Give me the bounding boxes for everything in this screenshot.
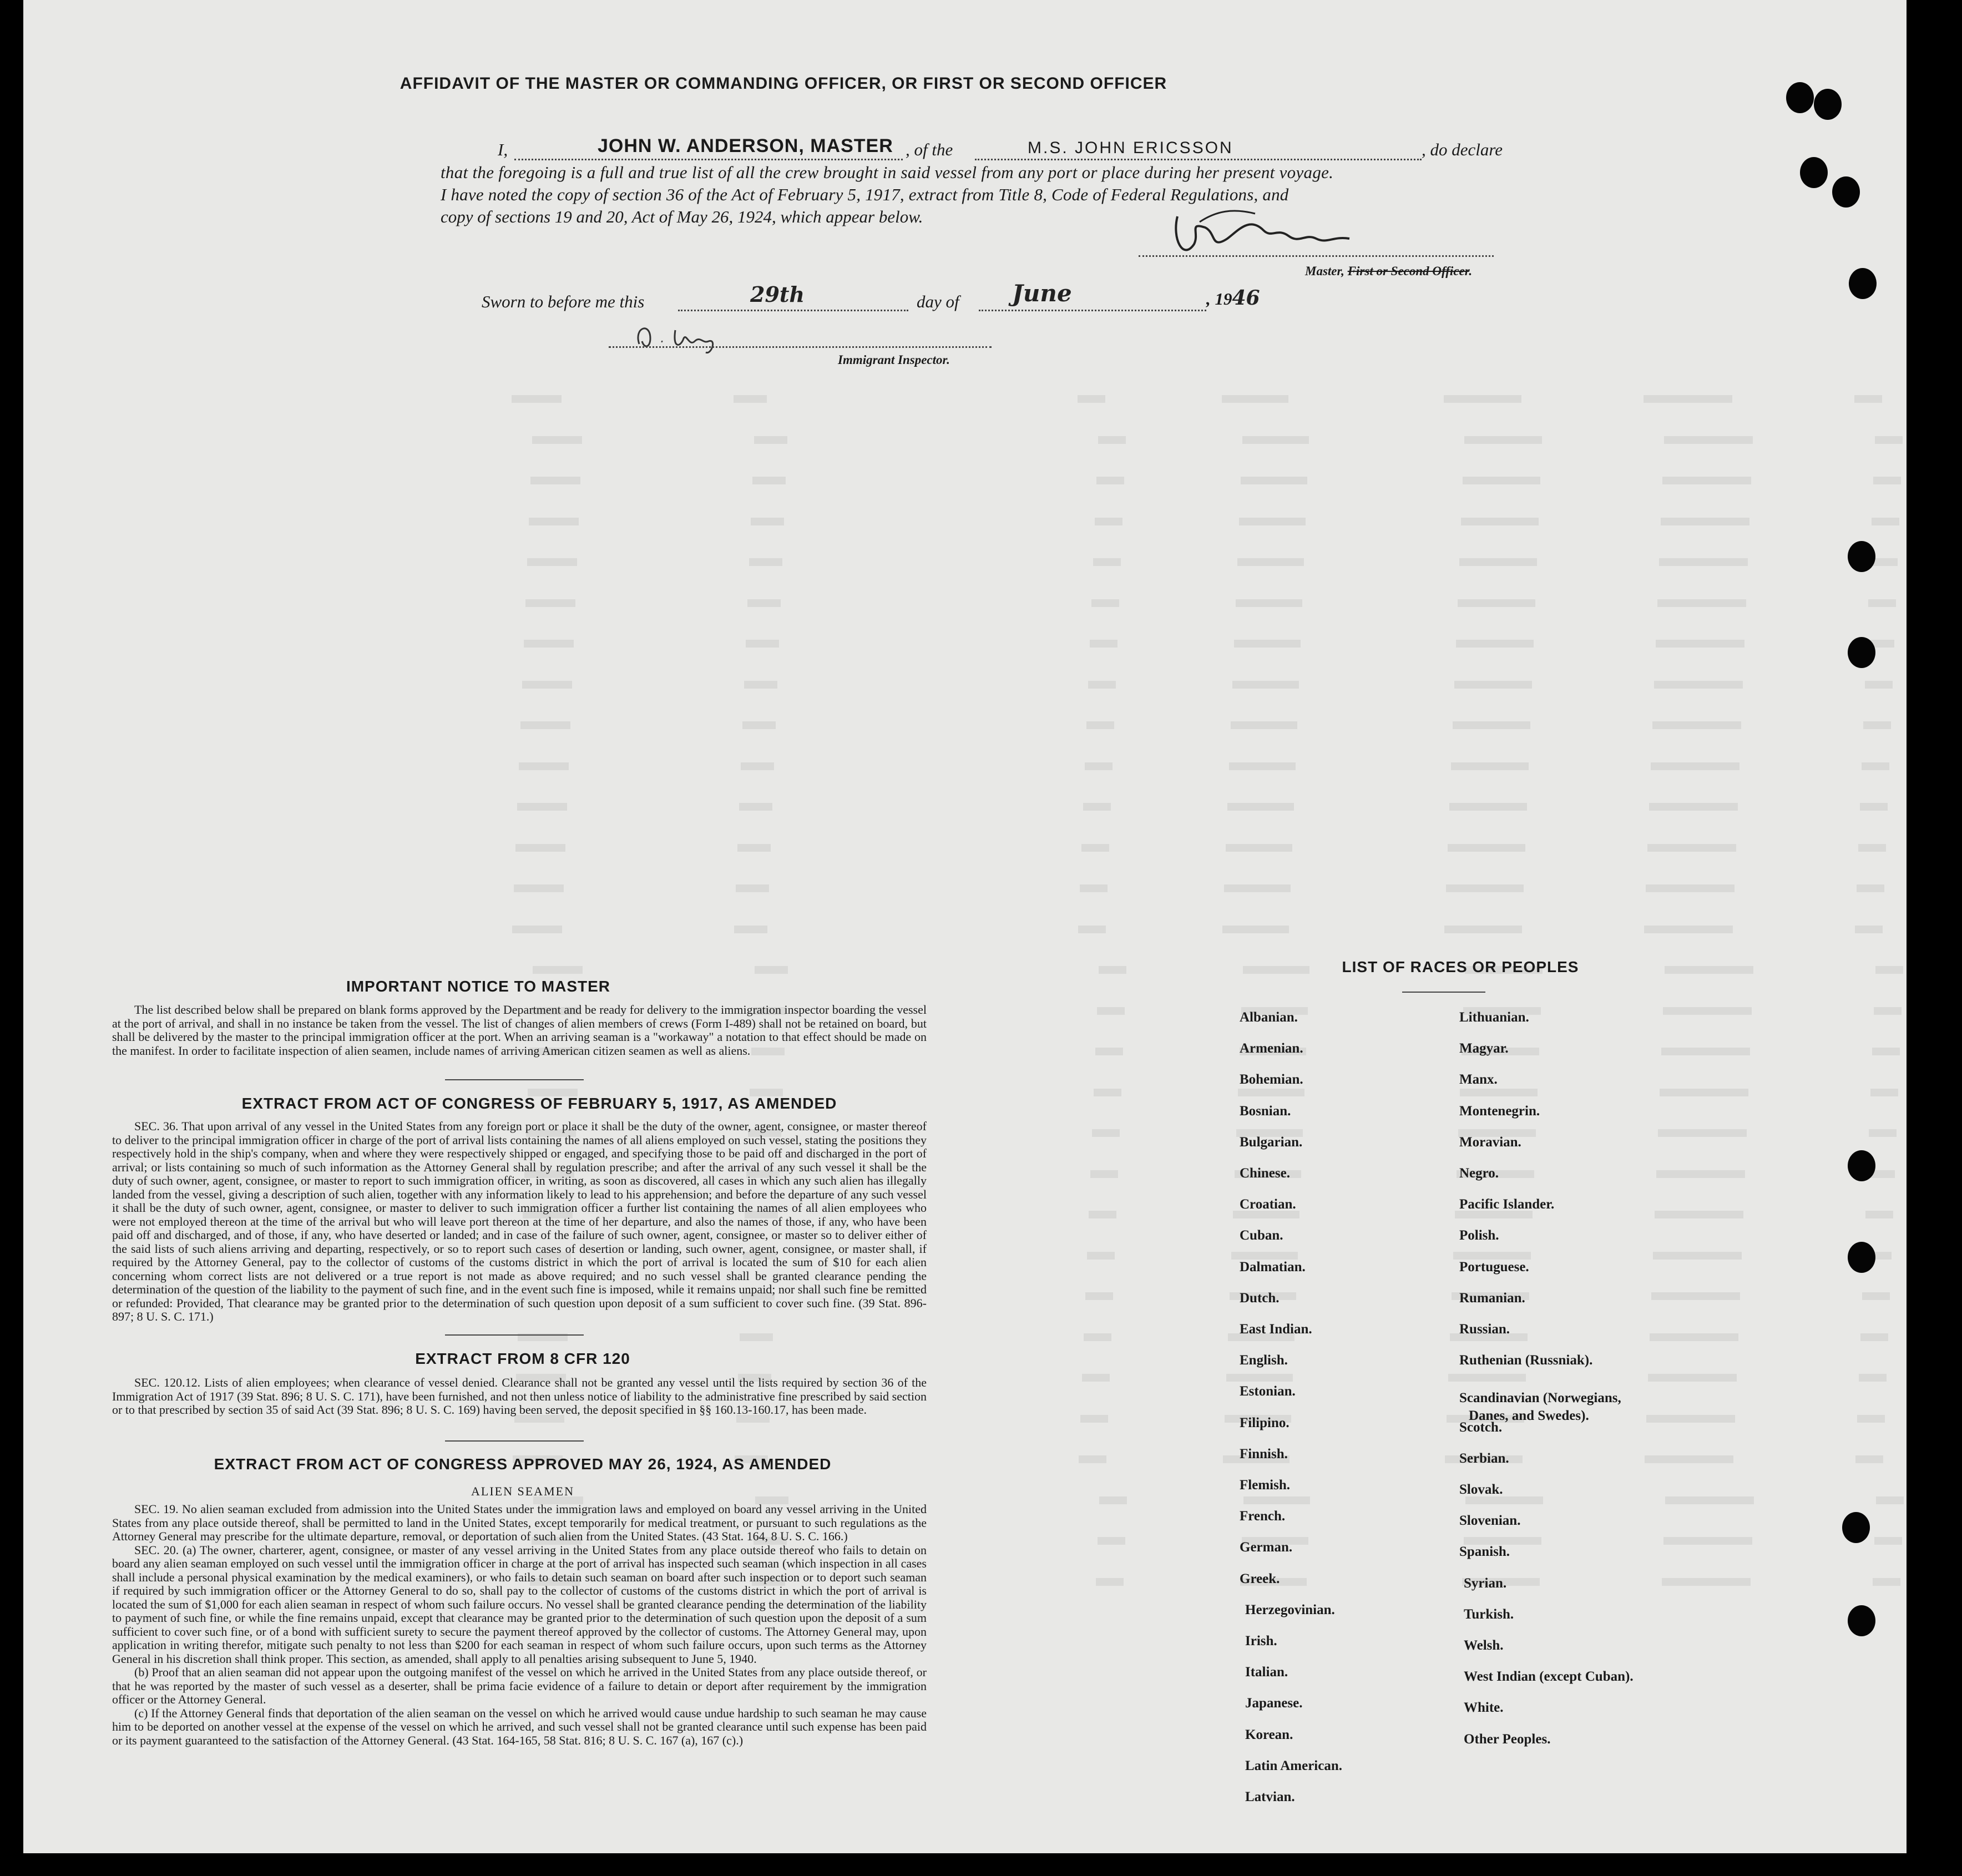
show-through-mark <box>1227 803 1294 811</box>
race-item: Estonian. <box>1240 1384 1296 1399</box>
show-through-mark <box>1869 1129 1897 1137</box>
race-item: Ruthenian (Russniak). <box>1459 1353 1593 1368</box>
show-through-mark <box>1875 966 1903 974</box>
extract-cfr-text <box>112 1376 927 1417</box>
master-name-value: JOHN W. ANDERSON, MASTER <box>598 135 893 156</box>
show-through-mark <box>1663 1537 1752 1545</box>
show-through-mark <box>1870 1089 1898 1096</box>
show-through-mark <box>1648 1374 1737 1382</box>
show-through-mark <box>754 436 787 444</box>
show-through-mark <box>1652 721 1741 729</box>
do-declare-label: , do declare <box>1422 140 1503 159</box>
show-through-mark <box>1083 803 1111 811</box>
show-through-mark <box>1097 1007 1125 1015</box>
show-through-mark <box>1099 1496 1127 1504</box>
extract-cfr-paragraph: SEC. 120.12. Lists of alien employees; when clearance of vessel denied. Clearance shall not be granted any vessel until the lists required by section 36 of the Immigration Act of 1917 (39 Stat. 896; 8 U. S. C. 171), have been furnished, and not then unless notice of liability to the administrative fine prescribed by said section or to that prescribed by section 35 of said Act (39 Stat. 896; 8 U. S. C. 169) having been served, the deposit specified in §§ 160.13-160.17, has been made. <box>112 1376 927 1417</box>
race-item: Scandinavian (Norwegians, <box>1459 1390 1621 1406</box>
divider-rule <box>445 1440 584 1442</box>
show-through-mark <box>1226 1374 1293 1382</box>
show-through-mark <box>1089 1211 1116 1218</box>
race-item: Portuguese. <box>1459 1259 1529 1275</box>
race-item: Italian. <box>1245 1665 1288 1680</box>
show-through-mark <box>1444 395 1521 403</box>
of-the-label: , of the <box>906 140 953 159</box>
show-through-mark <box>525 599 575 607</box>
show-through-mark <box>512 395 562 403</box>
show-through-mark <box>1456 640 1534 648</box>
important-notice-heading: IMPORTANT NOTICE TO MASTER <box>346 978 611 995</box>
show-through-mark <box>1855 1455 1883 1463</box>
race-item: Bulgarian. <box>1240 1134 1303 1150</box>
binder-hole <box>1848 1605 1875 1636</box>
extract-1924-heading: EXTRACT FROM ACT OF CONGRESS APPROVED MAY 26, 1924, AS AMENDED <box>214 1455 832 1473</box>
show-through-mark <box>1091 599 1119 607</box>
show-through-mark <box>1872 518 1899 525</box>
races-heading: LIST OF RACES OR PEOPLES <box>1342 958 1579 975</box>
signature-caption <box>1305 264 1472 279</box>
vessel-field <box>975 139 1422 160</box>
show-through-mark <box>1084 1333 1111 1341</box>
show-through-mark <box>1647 844 1736 852</box>
show-through-mark <box>1234 640 1301 648</box>
extract-1917-paragraph: SEC. 36. That upon arrival of any vessel in the United States from any foreign port or place it shall be the duty of the owner, agent, consignee, or master thereof to deliver to the principal immigration officer in charge of the port of arrival lists containing the names of all aliens employed on such vessel, stating the positions they respectively hold in the ship's company, when and where they were respectively shipped or engaged, and specifying those to be paid off and discharged in the port of arrival; or lists containing so much of such information as the Attorney General shall by regulation prescribe; and after the arrival of any such vessel it shall be the duty of such owner, agent, consignee, or master to report to such immigration officer, in writing, as soon as discovered, all cases in which any such alien has illegally landed from the vessel, giving a description of such alien, together with any information likely to lead to his apprehension; and before the departure of any such vessel it shall be the duty of such owner, agent, consignee, or master to deliver to such immigration officer a further list containing the names of all alien employees who were not employed thereon at the time of the arrival but who will leave port thereon at the time of her departure, and also the names of those, if any, who have been paid off and discharged, and of those, if any, who have deserted or landed; and in case of the failure of such owner, agent, consignee, or master so to deliver either of the said lists of such aliens arriving and departing, respectively, or so to report such cases of desertion or landing, such owner, agent, consignee, or master shall, if required by the Attorney General, pay to the collector of customs of the customs district in which the port of arrival is located the sum of $10 for each alien concerning whom correct lists are not delivered or a true report is not made as above required; and no such vessel shall be granted clearance pending the determination of the question of the liability to the payment of such fine, and in the event such fine is imposed, while it remains unpaid; nor shall such fine be remitted or refunded: Provided, That clearance may be granted prior to the determination of such question upon deposit of a sum sufficient to cover such fine. (39 Stat. 896-897; 8 U. S. C. 171.) <box>112 1119 927 1323</box>
show-through-mark <box>1095 1048 1123 1055</box>
race-item: Scotch. <box>1459 1419 1503 1435</box>
divider-rule <box>445 1334 584 1336</box>
show-through-mark <box>1655 1211 1743 1218</box>
show-through-mark <box>1236 599 1302 607</box>
race-item: Magyar. <box>1459 1041 1509 1056</box>
show-through-mark <box>1085 762 1113 770</box>
show-through-mark <box>746 640 779 648</box>
sec-19-paragraph: SEC. 19. No alien seaman excluded from admission into the United States under the immigration laws and employed on board any vessel arriving in the United States from any place outside thereof, shall be permitted to land in the United States, except temporarily for medical treatment, or pursuant to such regulations as the Attorney General may prescribe for the ultimate departure, removal, or deportation of such alien from the United States. (43 Stat. 164, 8 U. S. C. 166.) <box>112 1502 927 1543</box>
year-value: 46 <box>1232 286 1260 310</box>
binder-hole <box>1786 82 1814 113</box>
race-item: German. <box>1240 1540 1293 1555</box>
show-through-mark <box>1649 803 1738 811</box>
master-name-field <box>514 135 903 160</box>
show-through-mark <box>1224 884 1291 892</box>
show-through-mark <box>512 926 562 933</box>
master-label: Master, <box>1305 264 1344 278</box>
race-item: Syrian. <box>1464 1575 1507 1591</box>
document-page <box>23 0 1907 1853</box>
show-through-mark <box>522 681 572 689</box>
show-through-mark <box>1090 640 1117 648</box>
show-through-mark <box>1865 681 1893 689</box>
show-through-mark <box>1645 1455 1733 1463</box>
show-through-mark <box>529 518 579 525</box>
show-through-mark <box>1646 884 1735 892</box>
race-item: Lithuanian. <box>1459 1010 1529 1025</box>
show-through-mark <box>1651 1292 1740 1300</box>
show-through-mark <box>1464 436 1542 444</box>
show-through-mark <box>752 477 786 484</box>
show-through-mark <box>1229 762 1296 770</box>
extract-1917-heading: EXTRACT FROM ACT OF CONGRESS OF FEBRUARY 5, 1917, AS AMENDED <box>241 1095 837 1112</box>
race-item: English. <box>1240 1353 1288 1368</box>
race-item: Dutch. <box>1240 1290 1280 1306</box>
race-item: Moravian. <box>1459 1134 1521 1150</box>
show-through-mark <box>1093 558 1121 566</box>
show-through-mark <box>1654 681 1743 689</box>
show-through-mark <box>1080 884 1108 892</box>
show-through-mark <box>1231 1252 1298 1260</box>
race-item: Turkish. <box>1464 1606 1514 1622</box>
sec-20b-paragraph: (b) Proof that an alien seaman did not appear upon the outgoing manifest of the vessel on which he arrived in the United States from any place outside thereof, or that he was reported by the master of such vessel as a deserter, shall be prima facie evidence of a failure to detain or deport after requirement by the immigration officer or the Attorney General. <box>112 1665 927 1706</box>
show-through-mark <box>1658 1129 1747 1137</box>
declaration-line-1: that the foregoing is a full and true list of all the crew brought in said vessel from any port or place during her present voyage. <box>441 163 1334 182</box>
race-item: Japanese. <box>1245 1696 1303 1711</box>
show-through-mark <box>514 884 564 892</box>
binder-hole <box>1848 1150 1875 1181</box>
show-through-mark <box>1090 1170 1118 1178</box>
show-through-mark <box>1086 721 1114 729</box>
sworn-day-value: 29th <box>750 282 805 307</box>
show-through-mark <box>736 884 769 892</box>
show-through-mark <box>1872 1048 1900 1055</box>
show-through-mark <box>515 844 565 852</box>
show-through-mark <box>1656 640 1744 648</box>
show-through-mark <box>1860 803 1888 811</box>
show-through-mark <box>1664 436 1753 444</box>
show-through-mark <box>1650 1333 1738 1341</box>
show-through-mark <box>1095 518 1122 525</box>
show-through-mark <box>1661 518 1749 525</box>
divider-rule <box>445 1079 584 1080</box>
show-through-mark <box>1099 966 1126 974</box>
show-through-mark <box>1444 926 1522 933</box>
master-signature <box>1166 205 1366 266</box>
show-through-mark <box>1080 1415 1108 1423</box>
signature-line <box>1139 254 1494 257</box>
race-item: Latvian. <box>1245 1789 1295 1804</box>
show-through-mark <box>1464 1537 1541 1545</box>
show-through-mark <box>1656 1170 1745 1178</box>
show-through-mark <box>1874 1007 1902 1015</box>
race-item: Slovak. <box>1459 1482 1503 1497</box>
race-item: West Indian (except Cuban). <box>1464 1669 1634 1685</box>
show-through-mark <box>1087 1252 1115 1260</box>
race-item: Irish. <box>1245 1634 1277 1649</box>
show-through-mark <box>1096 477 1124 484</box>
show-through-mark <box>1868 599 1896 607</box>
affidavit-title: AFFIDAVIT OF THE MASTER OR COMMANDING OFFICER, OR FIRST OR SECOND OFFICER <box>400 74 1167 93</box>
show-through-mark <box>1081 844 1109 852</box>
show-through-mark <box>1662 1578 1751 1586</box>
race-item: Finnish. <box>1240 1446 1288 1462</box>
show-through-mark <box>1098 436 1126 444</box>
binder-hole <box>1848 637 1875 668</box>
show-through-mark <box>530 477 580 484</box>
show-through-mark <box>1453 1252 1531 1260</box>
show-through-mark <box>1663 1007 1752 1015</box>
inspector-label: Immigrant Inspector. <box>838 353 950 367</box>
race-item: Other Peoples. <box>1464 1731 1551 1747</box>
race-item: Spanish. <box>1459 1544 1510 1560</box>
inspector-line <box>609 345 992 348</box>
show-through-mark <box>1092 1129 1120 1137</box>
show-through-mark <box>1660 1089 1748 1096</box>
race-item: Filipino. <box>1240 1415 1290 1430</box>
show-through-mark <box>751 518 784 525</box>
sec-20a-paragraph: SEC. 20. (a) The owner, charterer, agent, consignee, or master of any vessel arriving in the United States from any place outside thereof who fails to detain on board any alien seaman employed on such vessel until the immigration officer in charge at the port of arrival has inspected such seaman (which inspection in all cases shall include a personal physical examination by the medical examiners), or who fails to detain such seaman on board after such inspection or to deport such seaman if required by such immigration officer or the Attorney General to do so, shall pay to the collector of customs of the customs district in which the port of arrival is located the sum of $1,000 for each alien seaman in respect of whom such failure occurs. No vessel shall be granted clearance pending the determination of the liability to payment of such fine, or while the fine remains unpaid, except that clearance may be granted prior to the determination of such question upon the deposit of a sum sufficient to cover such fine, or of a bond with sufficient surety to secure the payment thereof approved by the collector of customs. The Attorney General may, upon application in writing therefor, mitigate such penalty to not less than $200 for each seaman in respect of whom such failure occurs, upon such terms as the Attorney General in his discretion shall think proper. This section, as amended, shall apply to all penalties arising subsequent to June 5, 1940. <box>112 1543 927 1666</box>
show-through-mark <box>1857 884 1884 892</box>
extract-1917-text <box>112 1120 927 1324</box>
show-through-mark <box>1458 599 1535 607</box>
race-item: Albanian. <box>1240 1010 1298 1025</box>
show-through-mark <box>734 395 767 403</box>
inspector-signature <box>628 316 750 355</box>
show-through-mark <box>1079 1455 1106 1463</box>
show-through-mark <box>1653 1252 1742 1260</box>
show-through-mark <box>1448 1374 1526 1382</box>
race-item: French. <box>1240 1509 1286 1524</box>
show-through-mark <box>741 762 774 770</box>
show-through-mark <box>1226 844 1292 852</box>
show-through-mark <box>1855 926 1883 933</box>
alien-seamen-subheading: ALIEN SEAMEN <box>471 1484 574 1498</box>
binder-hole <box>1800 157 1828 188</box>
show-through-mark <box>1241 477 1307 484</box>
race-item: Flemish. <box>1240 1478 1290 1493</box>
show-through-mark <box>1874 1537 1902 1545</box>
show-through-mark <box>737 844 771 852</box>
show-through-mark <box>1448 844 1525 852</box>
show-through-mark <box>1651 762 1739 770</box>
race-item: Danes, and Swedes). <box>1469 1408 1589 1424</box>
show-through-mark <box>517 803 567 811</box>
show-through-mark <box>1665 966 1753 974</box>
extract-1924-text <box>112 1503 927 1747</box>
show-through-mark <box>1662 477 1751 484</box>
show-through-mark <box>1644 395 1732 403</box>
show-through-mark <box>1454 681 1532 689</box>
races-heading-rule <box>1402 992 1485 993</box>
show-through-mark <box>749 558 782 566</box>
race-item: Latin American. <box>1245 1758 1342 1773</box>
race-item: Negro. <box>1459 1166 1499 1181</box>
sworn-month-field <box>979 280 1206 311</box>
race-item: White. <box>1464 1700 1504 1716</box>
sworn-label: Sworn to before me this <box>482 292 645 311</box>
struck-officer-label: First or Second Officer <box>1347 264 1469 278</box>
show-through-mark <box>1078 395 1105 403</box>
show-through-mark <box>1854 395 1882 403</box>
show-through-mark <box>532 436 582 444</box>
show-through-mark <box>1242 436 1309 444</box>
vessel-value: M.S. JOHN ERICSSON <box>1028 139 1233 157</box>
show-through-mark <box>1094 1089 1121 1096</box>
show-through-mark <box>1459 558 1537 566</box>
show-through-mark <box>1222 926 1289 933</box>
binder-hole <box>1814 89 1842 120</box>
sec-20c-paragraph: (c) If the Attorney General finds that deportation of the alien seaman on the vessel on which he arrived would cause undue hardship to such seaman he may cause him to be deported on another vessel at the expense of the vessel on which he arrived, and such vessel shall not be granted clearance until such expense has been paid or its payment guaranteed to the satisfaction of the Attorney General. (43 Stat. 164-165, 58 Stat. 816; 8 U. S. C. 167 (a), 167 (c).) <box>112 1706 927 1747</box>
show-through-mark <box>1232 681 1299 689</box>
declaration-line-3: copy of sections 19 and 20, Act of May 26, 1924, which appear below. <box>441 207 923 226</box>
show-through-mark <box>1857 1415 1885 1423</box>
race-item: Cuban. <box>1240 1228 1283 1243</box>
show-through-mark <box>744 681 777 689</box>
race-item: Russian. <box>1459 1322 1510 1337</box>
show-through-mark <box>1665 1496 1754 1504</box>
show-through-mark <box>1460 1089 1538 1096</box>
day-of-label: day of <box>917 292 959 311</box>
show-through-mark <box>1453 721 1530 729</box>
show-through-mark <box>1449 803 1527 811</box>
show-through-mark <box>1644 926 1733 933</box>
race-item: Bohemian. <box>1240 1072 1303 1088</box>
extract-cfr-heading: EXTRACT FROM 8 CFR 120 <box>415 1350 630 1367</box>
show-through-mark <box>1085 1292 1113 1300</box>
year-field <box>1206 286 1260 310</box>
show-through-mark <box>1873 1578 1900 1586</box>
race-item: Chinese. <box>1240 1166 1290 1181</box>
show-through-mark <box>747 599 781 607</box>
show-through-mark <box>1082 1374 1110 1382</box>
race-item: Dalmatian. <box>1240 1259 1306 1275</box>
race-item: Slovenian. <box>1459 1513 1521 1529</box>
declaration-line-2: I have noted the copy of section 36 of the Act of February 5, 1917, extract from Title 8, Code of Federal Regulations, and <box>441 185 1289 204</box>
show-through-mark <box>1859 1374 1887 1382</box>
show-through-mark <box>519 762 569 770</box>
sworn-day-field <box>678 282 908 311</box>
show-through-mark <box>1873 477 1901 484</box>
show-through-mark <box>1078 926 1106 933</box>
binder-hole <box>1848 541 1875 572</box>
show-through-mark <box>1231 721 1297 729</box>
show-through-mark <box>1463 477 1540 484</box>
show-through-mark <box>739 803 772 811</box>
race-item: Manx. <box>1459 1072 1498 1088</box>
show-through-mark <box>1863 721 1891 729</box>
show-through-mark <box>527 558 577 566</box>
show-through-mark <box>1096 1578 1124 1586</box>
show-through-mark <box>1098 1537 1125 1545</box>
show-through-mark <box>1860 1333 1888 1341</box>
show-through-mark <box>740 1333 773 1341</box>
show-through-mark <box>1222 395 1288 403</box>
race-item: Korean. <box>1245 1727 1293 1742</box>
race-item: Welsh. <box>1464 1638 1504 1653</box>
show-through-mark <box>524 640 574 648</box>
race-item: Bosnian. <box>1240 1103 1291 1119</box>
binder-hole <box>1848 1242 1875 1273</box>
race-item: Croatian. <box>1240 1197 1296 1212</box>
show-through-mark <box>1661 1048 1750 1055</box>
show-through-mark <box>1446 884 1524 892</box>
show-through-mark <box>1862 762 1889 770</box>
show-through-mark <box>1238 1089 1304 1096</box>
race-item: Polish. <box>1459 1228 1499 1243</box>
declaration-i-label: I, <box>498 140 508 159</box>
show-through-mark <box>755 966 788 974</box>
show-through-mark <box>734 926 767 933</box>
show-through-mark <box>1876 1496 1904 1504</box>
race-item: Montenegrin. <box>1459 1103 1540 1119</box>
show-through-mark <box>1659 558 1748 566</box>
year-prefix: , 19 <box>1206 289 1232 309</box>
show-through-mark <box>533 966 583 974</box>
show-through-mark <box>1451 762 1529 770</box>
show-through-mark <box>1088 681 1116 689</box>
show-through-mark <box>1875 436 1903 444</box>
show-through-mark <box>1865 1211 1893 1218</box>
race-item: Herzegovinian. <box>1245 1602 1335 1617</box>
show-through-mark <box>1239 518 1306 525</box>
binder-hole <box>1832 176 1860 208</box>
signature-period: . <box>1469 264 1473 278</box>
show-through-mark <box>1862 1292 1890 1300</box>
important-notice-text <box>112 1003 927 1058</box>
show-through-mark <box>1657 599 1746 607</box>
show-through-mark <box>1237 558 1304 566</box>
binder-hole <box>1842 1512 1870 1543</box>
race-item: Rumanian. <box>1459 1290 1525 1306</box>
race-item: Armenian. <box>1240 1041 1303 1056</box>
sworn-month-value: June <box>1012 280 1072 307</box>
show-through-mark <box>520 721 570 729</box>
race-item: Pacific Islander. <box>1459 1197 1555 1212</box>
show-through-mark <box>1646 1415 1735 1423</box>
important-notice-paragraph: The list described below shall be prepared on blank forms approved by the Department and be ready for delivery to the immigration inspector boarding the vessel at the port of arrival, and shall in no instance be taken from the vessel. The list of changes of alien members of crews (Form I-489) shall not be retained on board, but shall be delivered by the master to the principal immigration officer at the port. When an arriving seaman is a "workaway" a notation to that effect should be made on the manifest. In order to facilitate inspection of alien seamen, include names of arriving American citizen seamen as well as aliens. <box>112 1003 927 1058</box>
binder-hole <box>1849 268 1877 299</box>
show-through-mark <box>1858 844 1886 852</box>
show-through-mark <box>1243 1496 1310 1504</box>
race-item: Greek. <box>1240 1571 1280 1586</box>
race-item: East Indian. <box>1240 1322 1312 1337</box>
show-through-mark <box>1461 518 1539 525</box>
show-through-mark <box>742 721 776 729</box>
race-item: Serbian. <box>1459 1450 1509 1466</box>
